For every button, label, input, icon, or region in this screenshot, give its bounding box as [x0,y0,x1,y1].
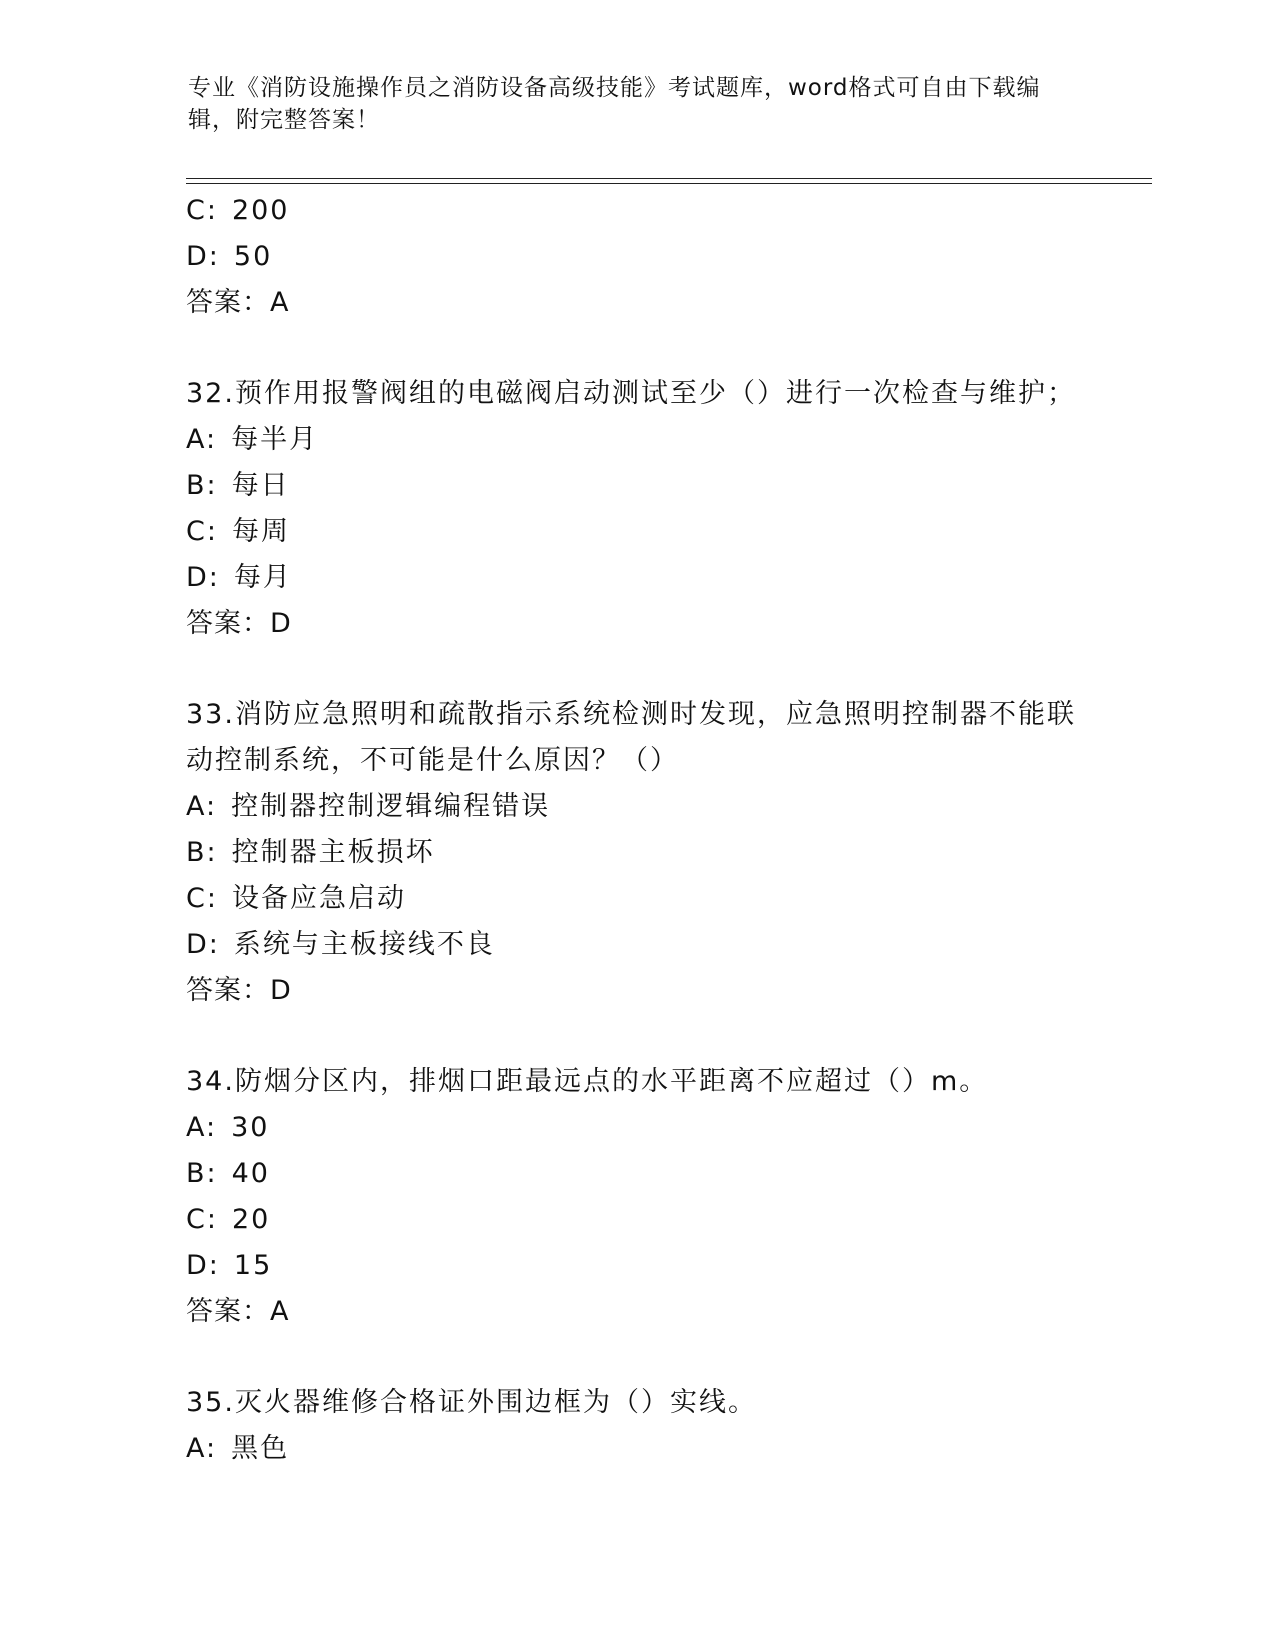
option-text: 200 [231,195,290,226]
option-key: A: [186,791,218,822]
question-33 [186,692,1126,1014]
option-text: 每日 [231,470,290,501]
answer-line: 答案：D [186,608,292,639]
option-b [186,463,1126,509]
option-text: 控制器主板损坏 [231,837,435,868]
option-key: A: [186,424,218,455]
question-stem: 32.预作用报警阀组的电磁阀启动测试至少（）进行一次检查与维护； [186,378,1076,409]
option-text: 每月 [233,562,292,593]
header-divider-bottom [186,183,1152,184]
spacer [186,1014,1126,1059]
spacer [186,647,1126,692]
question-stem: 35.灭火器维修合格证外围边框为（）实线。 [186,1387,757,1418]
question-35 [186,1380,1126,1472]
option-key: B: [186,1158,218,1189]
header-line-2: 辑，附完整答案！ [188,107,380,133]
option-key: D: [186,1250,220,1281]
document-header [188,72,1078,136]
option-key: B: [186,470,218,501]
option-d [186,234,1126,280]
option-text: 50 [233,241,273,272]
option-c [186,188,1126,234]
option-key: D: [186,241,220,272]
answer-line: 答案：A [186,1296,290,1327]
option-b [186,1151,1126,1197]
question-stem: 34.防烟分区内，排烟口距最远点的水平距离不应超过（）m。 [186,1066,989,1097]
option-text: 30 [231,1112,270,1143]
header-line-1: 专业《消防设施操作员之消防设备高级技能》考试题库，word格式可自由下载编 [188,75,1041,101]
option-text: 控制器控制逻辑编程错误 [231,791,551,822]
option-d [186,922,1126,968]
question-34 [186,1059,1126,1335]
option-b [186,830,1126,876]
option-text: 15 [233,1250,273,1281]
option-text: 设备应急启动 [231,883,406,914]
option-a [186,1105,1126,1151]
option-text: 40 [231,1158,270,1189]
option-c [186,1197,1126,1243]
option-key: C: [186,1204,218,1235]
question-32 [186,371,1126,647]
option-d [186,1243,1126,1289]
option-text: 20 [231,1204,271,1235]
question-31-tail [186,188,1126,326]
header-divider-top [186,178,1152,179]
option-key: C: [186,883,218,914]
option-a [186,1426,1126,1472]
option-d [186,555,1126,601]
option-a [186,784,1126,830]
option-key: C: [186,516,218,547]
option-key: D: [186,929,220,960]
option-key: C: [186,195,218,226]
question-stem-line-2: 动控制系统，不可能是什么原因？（） [186,745,679,776]
option-c [186,876,1126,922]
option-c [186,509,1126,555]
answer-line: 答案：A [186,287,290,318]
question-list [186,188,1126,1472]
option-key: A: [186,1433,218,1464]
spacer [186,1335,1126,1380]
option-key: A: [186,1112,218,1143]
answer-line: 答案：D [186,975,292,1006]
option-text: 黑色 [231,1433,290,1464]
question-stem-line-1: 33.消防应急照明和疏散指示系统检测时发现，应急照明控制器不能联 [186,699,1076,730]
option-key: D: [186,562,220,593]
option-text: 系统与主板接线不良 [233,929,495,960]
option-text: 每半月 [231,424,319,455]
option-text: 每周 [231,516,290,547]
spacer [186,326,1126,371]
option-a [186,417,1126,463]
option-key: B: [186,837,218,868]
